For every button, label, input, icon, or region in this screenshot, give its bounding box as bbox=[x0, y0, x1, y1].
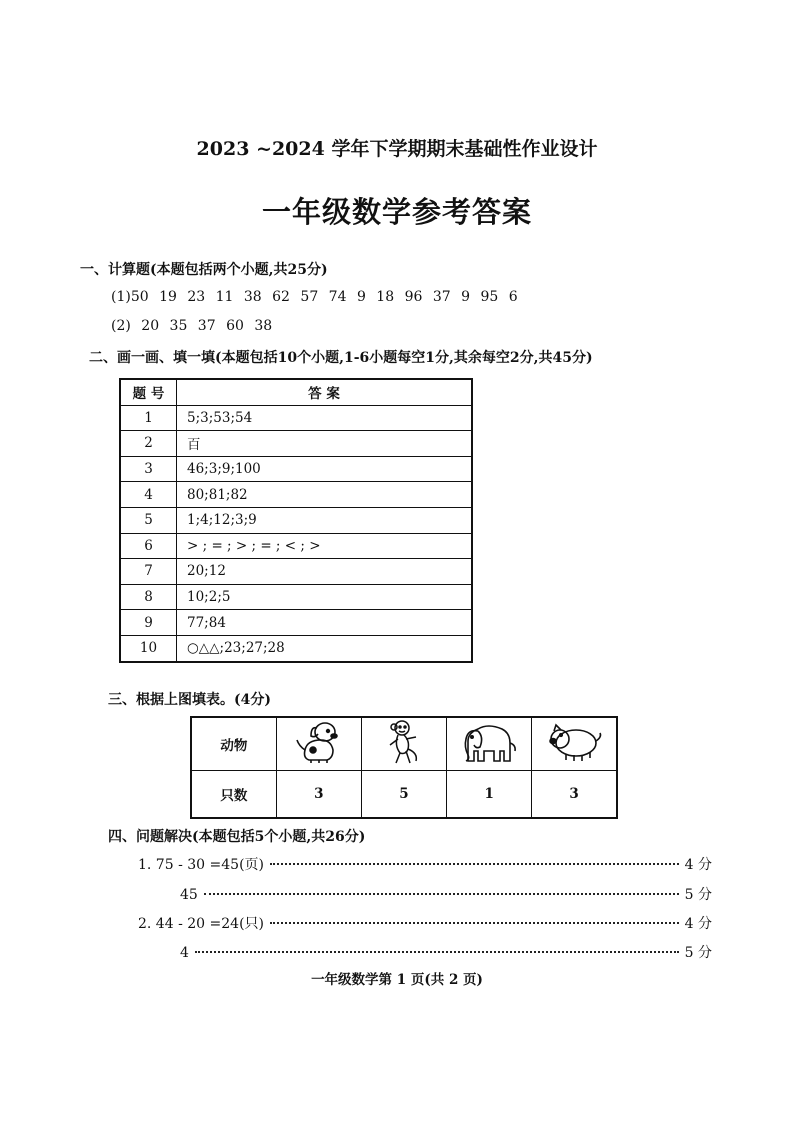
document-subtitle: 2023 ~2024 学年下学期期末基础性作业设计 bbox=[196, 138, 598, 160]
count-row bbox=[191, 771, 617, 819]
elephant-icon bbox=[458, 719, 520, 765]
solution-text: 2. 44 - 20 =24(只) bbox=[138, 916, 264, 932]
row-answer: > ; = ; > ; = ; < ; > bbox=[177, 533, 473, 559]
dot-leader bbox=[195, 951, 679, 953]
section-2-heading: 二、画一画、填一填(本题包括10个小题,1-6小题每空1分,其余每空2分,共45分) bbox=[89, 350, 593, 366]
dot-leader bbox=[204, 893, 679, 895]
solution-line bbox=[180, 884, 712, 904]
row-number: 3 bbox=[120, 456, 177, 482]
section-1-answers-1: (1)50 19 23 11 38 62 57 74 9 18 96 37 9 95 6 bbox=[111, 289, 518, 305]
table-row bbox=[120, 482, 472, 508]
table-row bbox=[120, 610, 472, 636]
row-answer: 1;4;12;3;9 bbox=[177, 507, 473, 533]
answer-table-header bbox=[120, 379, 472, 405]
dot-leader bbox=[270, 863, 679, 865]
animal-count-table bbox=[190, 716, 618, 819]
solution-text: 45 bbox=[180, 887, 198, 903]
monkey-icon bbox=[384, 719, 424, 765]
row-answer: ○△△;23;27;28 bbox=[177, 635, 473, 661]
animal-row bbox=[191, 717, 617, 771]
row-answer: 80;81;82 bbox=[177, 482, 473, 508]
score-label: 5 分 bbox=[684, 887, 712, 903]
section-4-heading: 四、问题解决(本题包括5个小题,共26分) bbox=[108, 829, 366, 845]
row-answer: 20;12 bbox=[177, 559, 473, 585]
row-number: 1 bbox=[120, 405, 177, 431]
row-number: 4 bbox=[120, 482, 177, 508]
solution-line bbox=[138, 913, 712, 933]
row-answer: 77;84 bbox=[177, 610, 473, 636]
page-footer: 一年级数学第 1 页(共 2 页) bbox=[311, 972, 483, 988]
table-row bbox=[120, 635, 472, 661]
table-row bbox=[120, 456, 472, 482]
row-answer: 百 bbox=[177, 431, 473, 457]
table-row bbox=[120, 431, 472, 457]
section-1-heading: 一、计算题(本题包括两个小题,共25分) bbox=[80, 262, 328, 278]
row-number: 7 bbox=[120, 559, 177, 585]
solution-text: 4 bbox=[180, 945, 189, 961]
row-number: 6 bbox=[120, 533, 177, 559]
pig-icon bbox=[544, 721, 604, 763]
row-number: 2 bbox=[120, 431, 177, 457]
document-title: 一年级数学参考答案 bbox=[261, 195, 532, 229]
solution-line bbox=[138, 854, 712, 874]
section-3-heading: 三、根据上图填表。(4分) bbox=[108, 692, 271, 708]
row-number: 9 bbox=[120, 610, 177, 636]
answer-table bbox=[119, 378, 473, 663]
dog-cell bbox=[276, 717, 361, 771]
row-number: 5 bbox=[120, 507, 177, 533]
score-label: 4 分 bbox=[684, 916, 712, 932]
count-row-label: 只数 bbox=[191, 771, 276, 819]
score-label: 5 分 bbox=[684, 945, 712, 961]
row-number: 10 bbox=[120, 635, 177, 661]
elephant-cell bbox=[447, 717, 532, 771]
monkey-cell bbox=[361, 717, 446, 771]
pig-cell bbox=[532, 717, 617, 771]
table-row bbox=[120, 559, 472, 585]
row-answer: 10;2;5 bbox=[177, 584, 473, 610]
table-row bbox=[120, 507, 472, 533]
row-answer: 46;3;9;100 bbox=[177, 456, 473, 482]
animal-row-label: 动物 bbox=[191, 717, 276, 771]
column-header-number: 题 号 bbox=[120, 379, 177, 405]
dog-icon bbox=[291, 720, 347, 764]
dot-leader bbox=[270, 922, 679, 924]
elephant-count: 1 bbox=[447, 771, 532, 819]
table-row bbox=[120, 584, 472, 610]
row-answer: 5;3;53;54 bbox=[177, 405, 473, 431]
column-header-answer: 答 案 bbox=[177, 379, 473, 405]
table-row bbox=[120, 405, 472, 431]
monkey-count: 5 bbox=[361, 771, 446, 819]
solution-line bbox=[180, 942, 712, 962]
section-1-answers-2: (2) 20 35 37 60 38 bbox=[111, 318, 273, 334]
score-label: 4 分 bbox=[684, 857, 712, 873]
dog-count: 3 bbox=[276, 771, 361, 819]
pig-count: 3 bbox=[532, 771, 617, 819]
solution-text: 1. 75 - 30 =45(页) bbox=[138, 857, 264, 873]
row-number: 8 bbox=[120, 584, 177, 610]
table-row bbox=[120, 533, 472, 559]
